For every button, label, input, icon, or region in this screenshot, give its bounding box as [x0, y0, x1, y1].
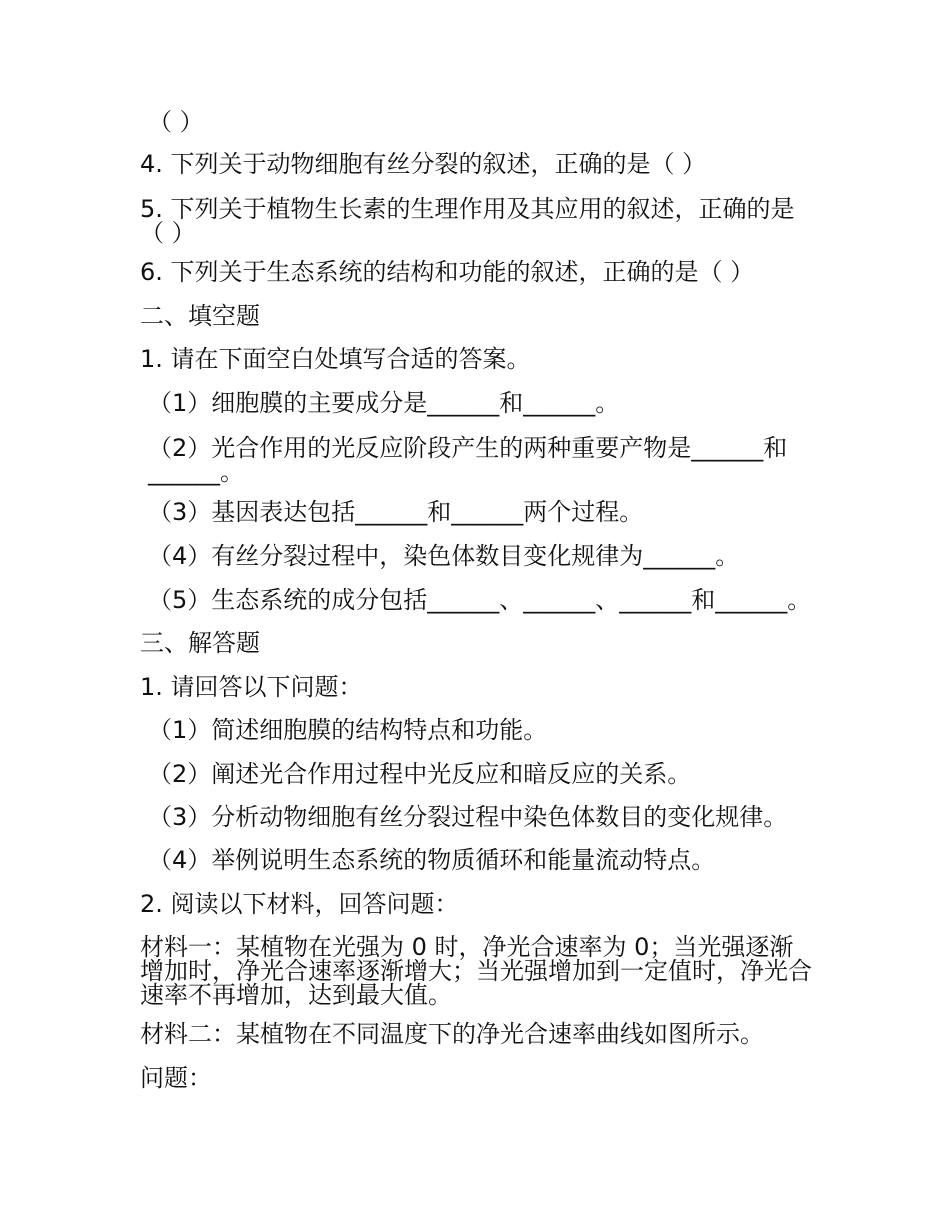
fill-blank-item-3: （3）基因表达包括______和______两个过程。: [148, 498, 644, 526]
material-one: 材料一：某植物在光强为 0 时，净光合速率为 0；当光强逐渐增加时，净光合速率逐渐增大；当光强增加到一定值时，净光合速率不再增加，达到最大值。: [140, 933, 812, 1009]
fill-blanks-question-1: 1. 请在下面空白处填写合适的答案。: [140, 345, 531, 373]
question-3-tail: （ ）: [148, 108, 204, 136]
answer-item-1: （1）简述细胞膜的结构特点和功能。: [148, 716, 548, 744]
question-6: 6. 下列关于生态系统的结构和功能的叙述，正确的是（ ）: [140, 258, 755, 286]
answer-item-4: （4）举例说明生态系统的物质循环和能量流动特点。: [148, 846, 716, 874]
material-two: 材料二：某植物在不同温度下的净光合速率曲线如图所示。: [140, 1020, 764, 1048]
fill-blank-item-5: （5）生态系统的成分包括______、______、______和______。: [148, 586, 812, 614]
question-5: 5. 下列关于植物生长素的生理作用及其应用的叙述，正确的是（ ）: [140, 195, 795, 247]
section-fill-blanks-heading: 二、填空题: [140, 302, 260, 330]
fill-blank-item-4: （4）有丝分裂过程中，染色体数目变化规律为______。: [148, 542, 740, 570]
reading-question-2: 2. 阅读以下材料，回答问题：: [140, 890, 459, 918]
answer-item-2: （2）阐述光合作用过程中光反应和暗反应的关系。: [148, 760, 692, 788]
section-answer-questions-heading: 三、解答题: [140, 629, 260, 657]
fill-blank-item-2: （2）光合作用的光反应阶段产生的两种重要产物是______和______。: [148, 434, 788, 486]
answer-question-1: 1. 请回答以下问题：: [140, 673, 363, 701]
fill-blank-item-1: （1）细胞膜的主要成分是______和______。: [148, 389, 620, 417]
questions-label: 问题：: [140, 1064, 212, 1092]
answer-item-3: （3）分析动物细胞有丝分裂过程中染色体数目的变化规律。: [148, 803, 788, 831]
question-4: 4. 下列关于动物细胞有丝分裂的叙述，正确的是（ ）: [140, 150, 707, 178]
